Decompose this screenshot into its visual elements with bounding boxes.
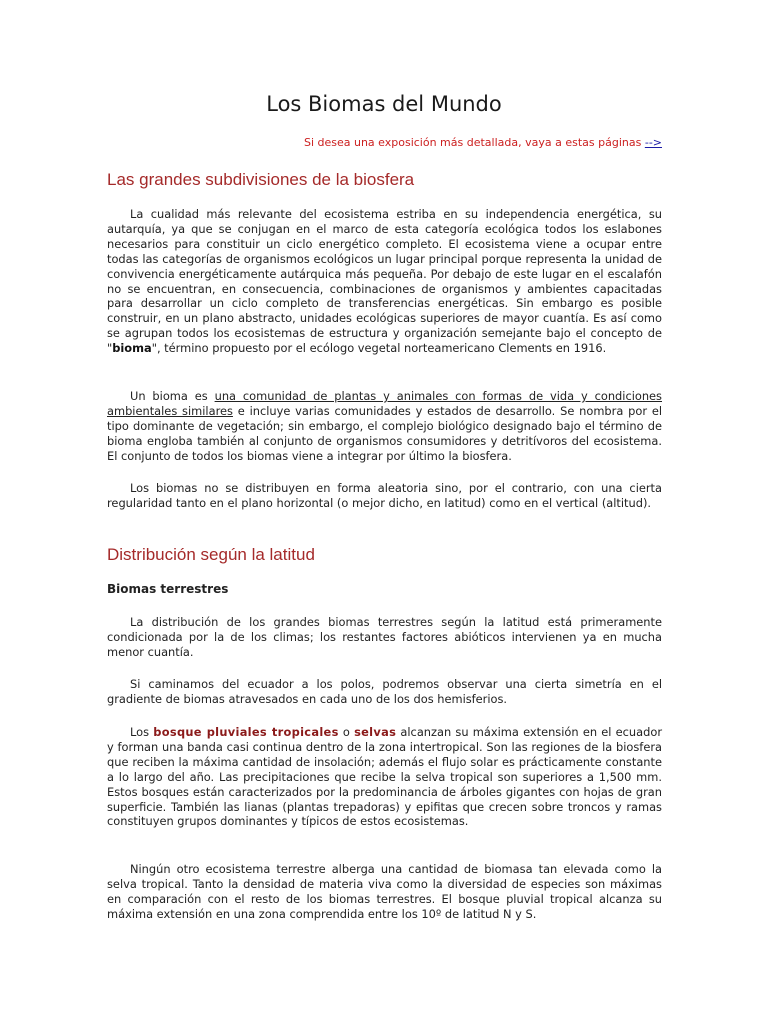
paragraph-distribucion: Los biomas no se distribuyen en forma aleatoria sino, por el contrario, con una cierta regularidad tanto en el plano horizontal (o mejor dicho, en latitud) como en el vertical (altitud). [107, 481, 662, 510]
bioma-term: bioma [112, 341, 152, 356]
page-title: Los Biomas del Mundo [266, 92, 502, 116]
paragraph-simetria: Si caminamos del ecuador a los polos, podremos observar una cierta simetría en el gradiente de biomas atravesados en cada uno de los dos hemisferios. [107, 677, 662, 706]
section-heading-subdivisiones: Las grandes subdivisiones de la biosfera [107, 170, 415, 189]
more-info-notice [304, 136, 662, 149]
paragraph-selvas: Los bosque pluviales tropicales o selvas alcanzan su máxima extensión en el ecuador y forman una banda casi continua dentro de la zona intertropical. Son las regiones de la biosfera que reciben la máxima cantidad de insolación; además el flujo solar es prácticamente constante a lo largo del año. Las precipitaciones que recibe la selva tropical son superiores a 1,500 mm. Estos bosques están caracterizados por la predominancia de árboles gigantes con hojas de gran superficie. También las lianas (plantas trepadoras) y epifitas que crecen sobre troncos y ramas constituyen grupos dominantes y típicos de estos ecosistemas. [107, 725, 663, 829]
term-bosque-pluviales: bosque pluviales tropicales [153, 725, 339, 739]
more-info-link[interactable]: --> [644, 136, 662, 149]
subheading-biomas-terrestres: Biomas terrestres [107, 582, 229, 596]
paragraph-climas: La distribución de los grandes biomas terrestres según la latitud está primeramente condicionada por la de los climas; los restantes factores abióticos intervienen ya en mucha menor cuantía. [107, 615, 662, 659]
paragraph-bioma-definicion: Un bioma es una comunidad de plantas y animales con formas de vida y condiciones ambientales similares e incluye varias comunidades y estados de desarrollo. Se nombra por el tipo dominante de vegetación; sin embargo, el complejo biológico designado bajo el término de bioma engloba también al conjunto de organismos consumidores y detritívoros del ecosistema. El conjunto de todos los biomas viene a integrar por último la biosfera. [107, 389, 662, 463]
paragraph-ecosistema: La cualidad más relevante del ecosistema estriba en su independencia energética, su autarquía, ya que se conjugan en el marco de esta categoría ecológica todos los eslabones necesarios para constituir un ciclo energético completo. El ecosistema viene a ocupar entre todas las categorías de organismos ecológicos un lugar principal porque representa la unidad de convivencia energéticamente autárquica más pequeña. Por debajo de este lugar en el escalafón no se encuentran, en consecuencia, combinaciones de organismos y ambientes capacitadas para desarrollar un ciclo completo de transferencias energéticas. Sin embargo es posible construir, en un plano abstracto, unidades ecológicas superiores de mayor cuantía. Es así como se agrupan todos los ecosistemas de estructura y organización semejante bajo el concepto de "bioma", término propuesto por el ecólogo vegetal norteamericano Clements en 1916. [107, 207, 662, 356]
term-selvas: selvas [354, 725, 397, 739]
section-heading-latitud: Distribución según la latitud [107, 545, 315, 564]
notice-text: Si desea una exposición más detallada, vaya a estas páginas [303, 136, 642, 149]
paragraph-biomasa: Ningún otro ecosistema terrestre alberga una cantidad de biomasa tan elevada como la selva tropical. Tanto la densidad de materia viva como la diversidad de especies son máximas en comparación con el resto de los biomas terrestres. El bosque pluvial tropical alcanza su máxima extensión en una zona comprendida entre los 10º de latitud N y S. [107, 862, 662, 921]
bioma-definition-underlined: una comunidad de plantas y animales con formas de vida y condiciones ambientales similares [107, 389, 662, 418]
